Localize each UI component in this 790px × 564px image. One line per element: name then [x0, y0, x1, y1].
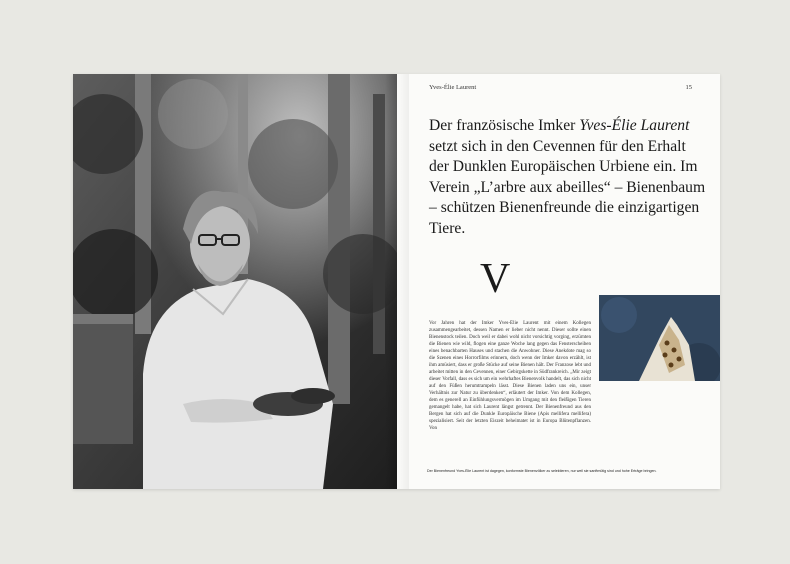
- lead-text-start: Der französische Imker: [429, 117, 580, 134]
- photo-caption: Der Bienenfreund Yves-Élie Laurent ist dagegen, konformste Bienenvölker zu selektieren, nur weil sie sanftmütig sind und hohe Erträge bringen.: [427, 469, 657, 473]
- running-head: Yves-Élie Laurent: [429, 84, 477, 91]
- magazine-spread: [73, 74, 720, 489]
- honeycomb-photo: [599, 295, 720, 381]
- drop-cap: V: [480, 256, 511, 302]
- lead-text-end: setzt sich in den Cevennen für den Erhalt der Dunklen Europäischen Urbiene ein. Im Verein „L’arbre aux abeilles“ – Bienenbaum – schützen Bienenfreunde die einzigartigen Tiere.: [429, 137, 706, 237]
- portrait-illustration: [73, 74, 397, 489]
- body-text-column: Vor Jahren hat der Imker Yves-Élie Laurent mit einem Kollegen zusammengearbeitet, dessen Namen er lieber nicht nennt. Dieser sollte einen Bienenstock teilen. Doch weil er dabei wohl nicht vorsichtig vorging, erzürnten die Bienen wie wild, flogen eine ganze Woche lang gegen das Fensterscheiben eines benachbarten Hauses und stachen die Anwohner. Diese Anekdote mag so die Szenen eines Horrorfilms erinnern, doch wenn der Imker davon erzählt, ist ihm amüsiert, dass er große Stücke auf seine Bienen hält. Der Franzose lebt und arbeitet mitten in den Cevennen, einer Gebirgskette in Südfrankreich. „Mir zeigt dieser Vorfall, dass es sich um ein wehrhaftes Bienenvolk handelt, das sich nicht auf den Füßen herumtrampeln lässt. Diese Bienen laden uns ein, unser Verhältnis zur Natur zu überdenken“, erläutert der Imker. Von dem Kollegen, dem es generell an Einfühlungsvermögen im Umgang mit den fleißigen Tieren gemangelt habe, hat sich Laurent längst getrennt. Der Bienenfreund aus den Bergen hat sich auf die Dunkle Europäische Biene (Apis mellifera mellifera) spezialisiert. Seit der letzten Eiszeit beheimatet ist in Europa Blütenpflanzen. Von: [429, 321, 591, 431]
- portrait-photo: [73, 74, 397, 489]
- lead-name: Yves-Élie Laurent: [579, 117, 690, 134]
- honeycomb-illustration: [599, 295, 720, 381]
- page-number: 15: [685, 84, 692, 91]
- lead-paragraph: [429, 116, 709, 240]
- text-page: [397, 74, 720, 489]
